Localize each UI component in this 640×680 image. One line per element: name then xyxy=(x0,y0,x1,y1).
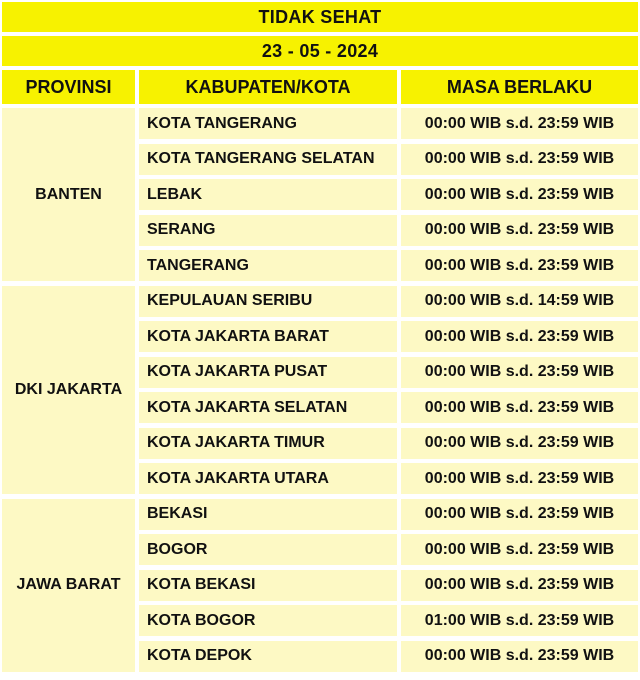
kabupaten-cell: BOGOR xyxy=(139,534,397,565)
kabupaten-cell: TANGERANG xyxy=(139,250,397,281)
table-row xyxy=(0,321,640,352)
province-group xyxy=(0,108,640,281)
kabupaten-cell: KOTA JAKARTA TIMUR xyxy=(139,428,397,459)
kabupaten-cell: KOTA DEPOK xyxy=(139,641,397,672)
masa-berlaku-cell: 00:00 WIB s.d. 23:59 WIB xyxy=(401,392,638,423)
column-header-kabupaten: KABUPATEN/KOTA xyxy=(139,70,397,104)
masa-berlaku-cell: 00:00 WIB s.d. 23:59 WIB xyxy=(401,641,638,672)
masa-berlaku-cell: 00:00 WIB s.d. 23:59 WIB xyxy=(401,250,638,281)
masa-berlaku-cell: 00:00 WIB s.d. 23:59 WIB xyxy=(401,463,638,494)
column-header-provinsi: PROVINSI xyxy=(2,70,135,104)
masa-berlaku-cell: 00:00 WIB s.d. 23:59 WIB xyxy=(401,534,638,565)
table-row xyxy=(0,570,640,601)
kabupaten-cell: KOTA JAKARTA PUSAT xyxy=(139,357,397,388)
kabupaten-cell: KOTA BEKASI xyxy=(139,570,397,601)
province-cell: BANTEN xyxy=(2,108,135,281)
table-row xyxy=(0,428,640,459)
kabupaten-cell: KOTA TANGERANG xyxy=(139,108,397,139)
column-header-masa-berlaku: MASA BERLAKU xyxy=(401,70,638,104)
table-row xyxy=(0,286,640,317)
province-group xyxy=(0,499,640,672)
kabupaten-cell: KOTA BOGOR xyxy=(139,605,397,636)
status-banner: TIDAK SEHAT xyxy=(2,2,638,32)
kabupaten-cell: KOTA JAKARTA BARAT xyxy=(139,321,397,352)
province-group xyxy=(0,286,640,495)
table-row xyxy=(0,534,640,565)
table-row xyxy=(0,250,640,281)
masa-berlaku-cell: 00:00 WIB s.d. 23:59 WIB xyxy=(401,215,638,246)
date-banner: 23 - 05 - 2024 xyxy=(2,36,638,66)
masa-berlaku-cell: 00:00 WIB s.d. 23:59 WIB xyxy=(401,144,638,175)
table-row xyxy=(0,215,640,246)
table-row xyxy=(0,463,640,494)
masa-berlaku-cell: 01:00 WIB s.d. 23:59 WIB xyxy=(401,605,638,636)
masa-berlaku-cell: 00:00 WIB s.d. 23:59 WIB xyxy=(401,179,638,210)
table-row xyxy=(0,108,640,139)
kabupaten-cell: KOTA JAKARTA SELATAN xyxy=(139,392,397,423)
province-cell: DKI JAKARTA xyxy=(2,286,135,495)
kabupaten-cell: KOTA TANGERANG SELATAN xyxy=(139,144,397,175)
kabupaten-cell: LEBAK xyxy=(139,179,397,210)
table-row xyxy=(0,179,640,210)
masa-berlaku-cell: 00:00 WIB s.d. 23:59 WIB xyxy=(401,499,638,530)
kabupaten-cell: KOTA JAKARTA UTARA xyxy=(139,463,397,494)
kabupaten-cell: SERANG xyxy=(139,215,397,246)
table-row xyxy=(0,641,640,672)
province-cell: JAWA BARAT xyxy=(2,499,135,672)
masa-berlaku-cell: 00:00 WIB s.d. 23:59 WIB xyxy=(401,570,638,601)
table-row xyxy=(0,357,640,388)
masa-berlaku-cell: 00:00 WIB s.d. 23:59 WIB xyxy=(401,357,638,388)
masa-berlaku-cell: 00:00 WIB s.d. 23:59 WIB xyxy=(401,428,638,459)
kabupaten-cell: KEPULAUAN SERIBU xyxy=(139,286,397,317)
table-row xyxy=(0,499,640,530)
kabupaten-cell: BEKASI xyxy=(139,499,397,530)
masa-berlaku-cell: 00:00 WIB s.d. 14:59 WIB xyxy=(401,286,638,317)
table-row xyxy=(0,392,640,423)
table-row xyxy=(0,605,640,636)
masa-berlaku-cell: 00:00 WIB s.d. 23:59 WIB xyxy=(401,321,638,352)
masa-berlaku-cell: 00:00 WIB s.d. 23:59 WIB xyxy=(401,108,638,139)
table-row xyxy=(0,144,640,175)
